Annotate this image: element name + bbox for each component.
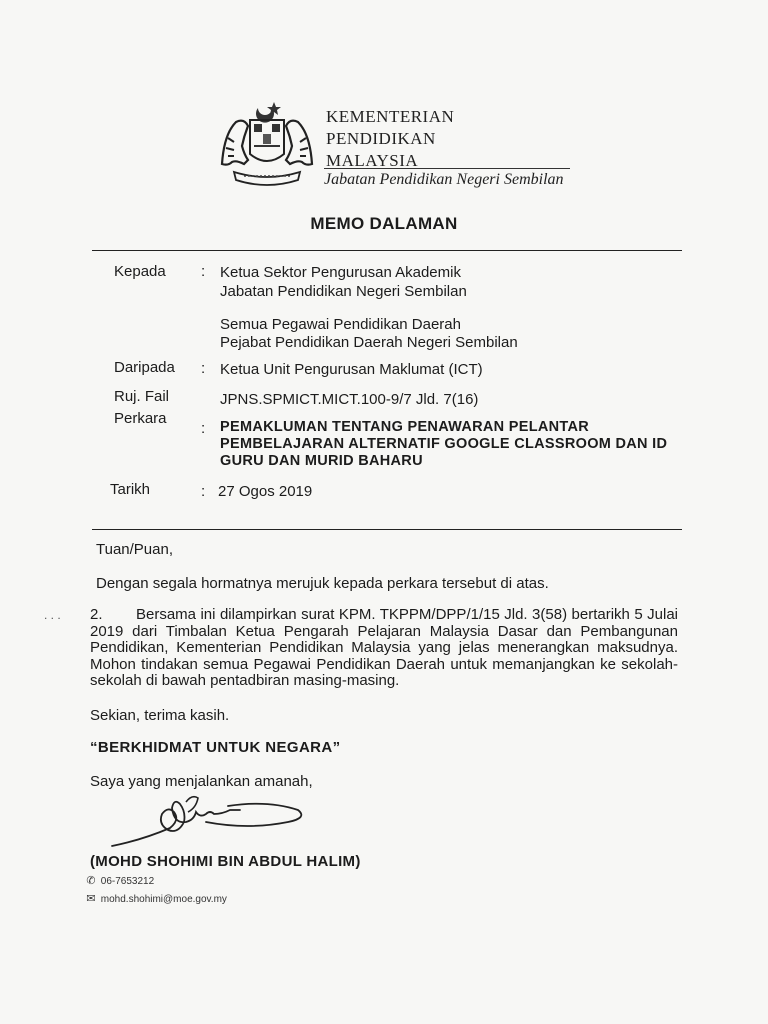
kepada-label: Kepada	[114, 263, 166, 280]
closing-text: Sekian, terima kasih.	[90, 707, 230, 724]
signer-name: (MOHD SHOHIMI BIN ABDUL HALIM)	[90, 853, 361, 870]
kepada-line-3: Semua Pegawai Pendidikan Daerah	[220, 316, 461, 333]
signer-email-text: mohd.shohimi@moe.gov.my	[100, 894, 227, 905]
tarikh-value: 27 Ogos 2019	[218, 483, 313, 500]
tarikh-label: Tarikh	[110, 481, 151, 498]
ministry-name-block	[324, 106, 564, 188]
tarikh-colon: :	[201, 483, 206, 500]
bottom-divider	[92, 529, 682, 530]
kepada-line-1: Ketua Sektor Pengurusan Akademik	[220, 264, 461, 281]
trust-text: Saya yang menjalankan amanah,	[90, 773, 313, 790]
daripada-label: Daripada	[114, 359, 175, 376]
envelope-icon: ✉	[86, 893, 96, 905]
kepada-colon: :	[201, 263, 206, 280]
paragraph-2-text: Bersama ini dilampirkan surat KPM. TKPPM/DPP/1/15 Jld. 3(58) bertarikh 5 Julai 2019 dari Timbalan Ketua Pengarah Pelajaran Malaysia Dasar dan Pembangunan Pendidikan, Kementerian Pendidikan Malaysia yang jelas menerangkan maksudnya. Mohon tindakan semua Pegawai Pendidikan Daerah untuk memanjangkan ke sekolah-sekolah di bawah pentadbiran masing-masing.	[90, 606, 678, 689]
malaysia-coat-of-arms-icon	[214, 98, 320, 188]
daripada-colon: :	[201, 360, 206, 377]
salutation: Tuan/Puan,	[96, 541, 173, 558]
ministry-line-2: PENDIDIKAN	[326, 129, 436, 148]
ministry-line-1: KEMENTERIAN	[326, 107, 455, 126]
phone-icon: ✆	[86, 875, 96, 887]
margin-mark: . . .	[44, 608, 61, 622]
ministry-line-3: MALAYSIA	[326, 151, 419, 170]
handwritten-signature-icon	[108, 788, 308, 850]
signer-phone-text: 06-7653212	[100, 876, 155, 887]
top-divider	[92, 250, 682, 251]
signer-email	[84, 892, 227, 905]
perkara-colon: :	[201, 420, 206, 437]
paragraph-1: Dengan segala hormatnya merujuk kepada perkara tersebut di atas.	[96, 575, 549, 592]
perkara-value: PEMAKLUMAN TENTANG PENAWARAN PELANTAR PEMBELAJARAN ALTERNATIF GOOGLE CLASSROOM DAN ID GURU DAN MURID BAHARU	[220, 419, 668, 469]
paragraph-2	[90, 607, 678, 690]
ruj-fail-value: JPNS.SPMICT.MICT.100-9/7 Jld. 7(16)	[220, 391, 479, 408]
daripada-value: Ketua Unit Pengurusan Maklumat (ICT)	[220, 361, 483, 378]
signer-phone	[84, 874, 154, 887]
paragraph-2-number: 2.	[90, 606, 103, 623]
kepada-line-2: Jabatan Pendidikan Negeri Sembilan	[220, 283, 467, 300]
ruj-fail-label: Ruj. Fail	[114, 388, 170, 405]
memo-title: MEMO DALAMAN	[310, 214, 458, 233]
department-name: Jabatan Pendidikan Negeri Sembilan	[324, 168, 570, 189]
kepada-line-4: Pejabat Pendidikan Daerah Negeri Sembilan	[220, 334, 518, 351]
motto: “BERKHIDMAT UNTUK NEGARA”	[90, 739, 341, 756]
perkara-label: Perkara	[114, 410, 167, 427]
